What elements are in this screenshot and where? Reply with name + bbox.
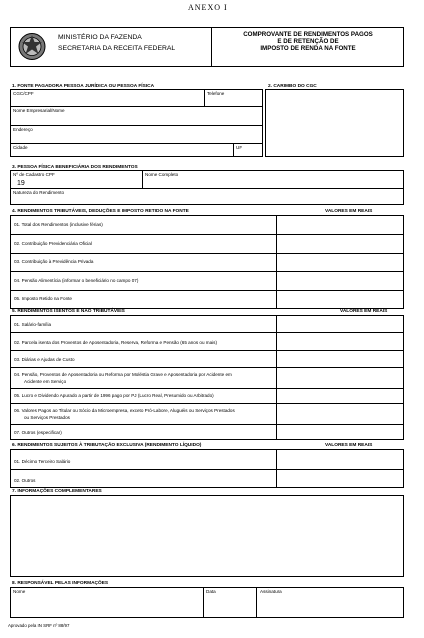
- section-7-title: 7. INFORMAÇÕES COMPLEMENTARES: [12, 489, 102, 494]
- s5-item-3: 03. Diárias e Ajudas de Custo: [14, 357, 75, 362]
- section-8-title: 8. RESPONSÁVEL PELAS INFORMAÇÕES: [12, 581, 109, 586]
- section-1-box: [10, 89, 263, 157]
- cgc-stamp-box: [265, 89, 404, 157]
- s5-item-7: 07. Outros (especificar): [14, 430, 62, 435]
- s5-item-4-cont: Acidente em Serviço: [24, 379, 67, 384]
- footer-approval: Aprovado pela IN SRF nº 88/97: [8, 623, 70, 628]
- section-5-values-header: VALORES EM REAIS: [340, 309, 388, 314]
- responsible-date-field[interactable]: Data: [206, 589, 216, 594]
- section-1-title: 1. FONTE PAGADORA PESSOA JURÍDICA OU PESSOA FÍSICA: [12, 84, 155, 89]
- s4-item-5: 05. Imposto Retido na Fonte: [14, 296, 72, 301]
- s5-item-2: 02. Parcela isenta dos Proventos de Aposentadoria, Reserva, Reforma e Pensão (65 anos ou mais): [14, 340, 218, 345]
- section-6-title: 6. RENDIMENTOS SUJEITOS À TRIBUTAÇÃO EXCLUSIVA (RENDIMENTO LÍQUIDO): [12, 443, 202, 448]
- s6-item-2: 02. Outros: [14, 478, 36, 483]
- s6-item-1: 01. Décimo Terceiro Salário: [14, 459, 71, 464]
- s4-item-4: 04. Pensão Alimentícia (informar o beneficiário no campo 07): [14, 278, 139, 283]
- cgc-cpf-field[interactable]: CGC/CPF: [13, 91, 34, 96]
- phone-field[interactable]: Telefone: [207, 91, 225, 96]
- complementary-info-box[interactable]: [10, 495, 404, 577]
- city-field[interactable]: Cidade: [13, 145, 28, 150]
- coat-of-arms-logo: [16, 31, 48, 62]
- responsible-signature-field[interactable]: Assinatura: [260, 589, 282, 594]
- section-6-values-header: VALORES EM REAIS: [325, 443, 373, 448]
- s5-item-4: 04. Pensão, Proventos de Aposentadoria ou Reforma por Moléstia Grave e Aposentadoria por Acidente em: [14, 372, 232, 377]
- s4-item-3: 03. Contribuição à Previdência Privada: [14, 259, 94, 264]
- section-4-title: 4. RENDIMENTOS TRIBUTÁVEIS, DEDUÇÕES E IMPOSTO RETIDO NA FONTE: [12, 209, 189, 214]
- company-name-field[interactable]: Nome Empresarial/Nome: [13, 108, 65, 113]
- s5-item-5: 05. Lucro e Dividendo Apurado a partir de 1996 pago por PJ (Lucro Real, Presumido ou Arbitrado): [14, 393, 214, 398]
- income-nature-field[interactable]: Natureza do Rendimento: [13, 190, 65, 195]
- section-4-values-header: VALORES EM REAIS: [325, 209, 373, 214]
- responsible-name-field[interactable]: Nome: [13, 589, 26, 594]
- s5-item-6: 06. Valores Pagos ao Titular ou Sócio da Microempresa, exceto Pró-Labore, Aluguéis ou Serviços Prestados: [14, 408, 235, 413]
- section-2-title: 2. CARIMBO DO CGC: [268, 84, 317, 89]
- address-field[interactable]: Endereço: [13, 127, 33, 132]
- document-title: COMPROVANTE DE RENDIMENTOS PAGOS E DE RETENÇÃO DE IMPOSTO DE RENDA NA FONTE: [243, 31, 373, 53]
- s5-item-6-cont: ou Serviços Prestados: [24, 415, 70, 420]
- beneficiary-full-name[interactable]: Nome Completo: [145, 172, 179, 177]
- s5-item-1: 01. Salário-família: [14, 322, 52, 327]
- beneficiary-cpf-label: Nº de Cadastro CPF: [13, 172, 55, 177]
- ministry-name: MINISTÉRIO DA FAZENDA: [58, 34, 142, 41]
- annex-title: ANEXO I: [188, 3, 228, 12]
- section-5-box: [10, 315, 404, 440]
- section-3-title: 3. PESSOA FÍSICA BENEFICIÁRIA DOS RENDIMENTOS: [12, 165, 138, 170]
- section-5-title: 5. RENDIMENTOS ISENTOS E NÃO TRIBUTÁVEIS: [12, 309, 125, 314]
- s4-item-1: 01. Total dos Rendimentos (inclusive férias): [14, 222, 103, 227]
- uf-field[interactable]: UF: [236, 145, 243, 150]
- secretariat-name: SECRETARIA DA RECEITA FEDERAL: [58, 45, 176, 52]
- s4-item-2: 02. Contribuição Previdenciária Oficial: [14, 241, 92, 246]
- beneficiary-cpf-value[interactable]: 19: [17, 180, 25, 187]
